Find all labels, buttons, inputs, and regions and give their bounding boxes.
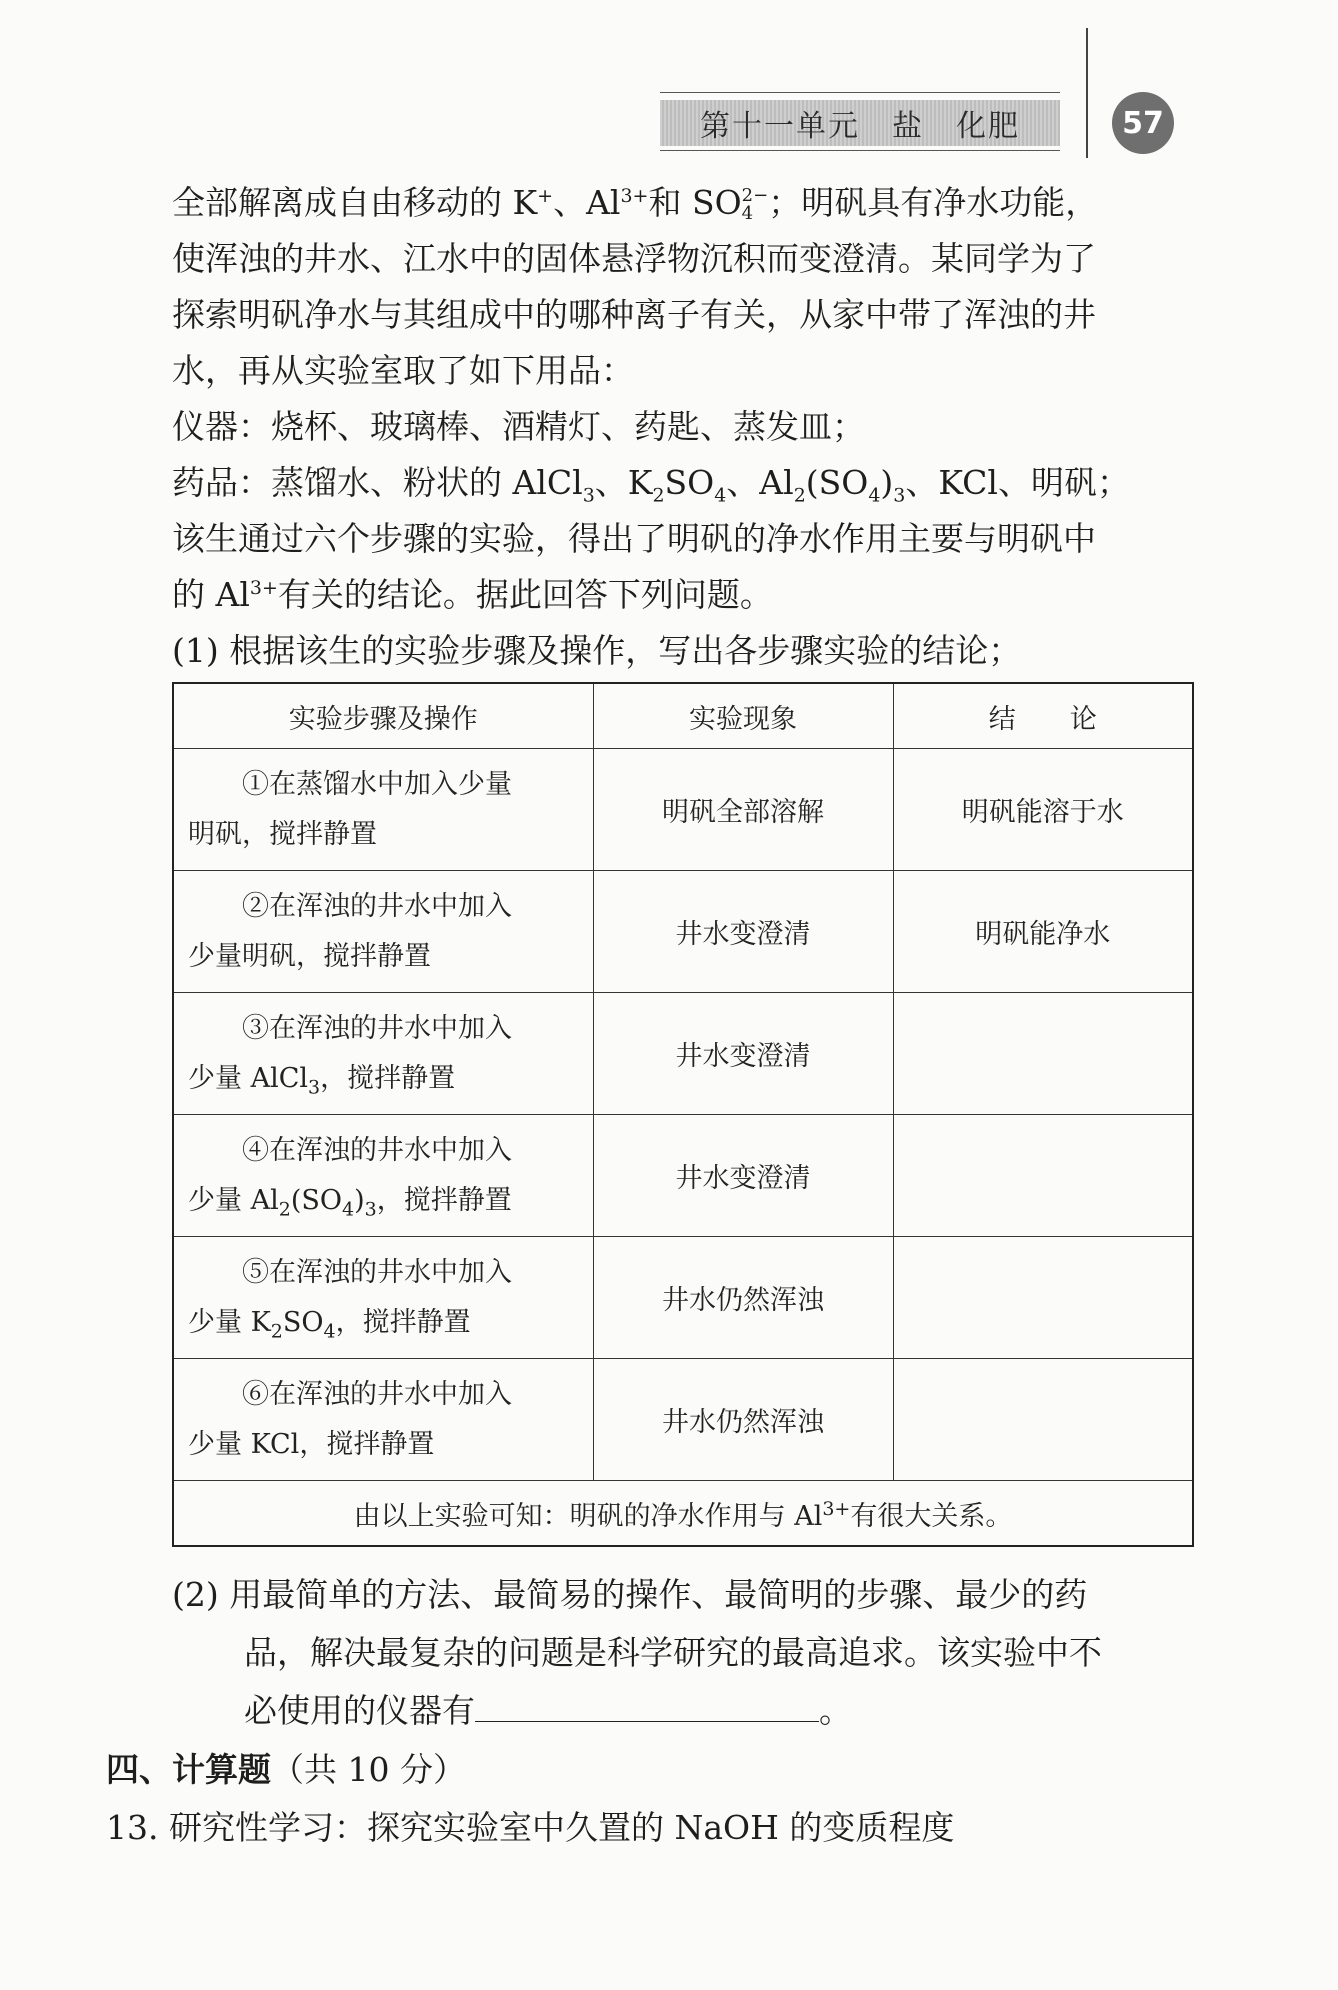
intro-line-1: 全部解离成自由移动的 K+、$Al^{3+}$和 SO 2− 4 ；明矾具有净水功能， <box>172 183 1099 224</box>
header-conclusion: 结 论 <box>893 683 1193 749</box>
header-rule-bottom <box>660 150 1060 151</box>
step-conclusion: 明矾能溶于水 <box>893 749 1193 871</box>
page-number: 57 <box>1112 92 1174 154</box>
unit-title: 第十一单元 盐 化肥 <box>660 100 1060 146</box>
reagents-line: 药品：蒸馏水、粉状的 AlCl$_3$、$K_2SO_4$、$Al_2(SO_4)_3$、KCl、明矾； <box>172 463 1130 507</box>
step-phenomenon: 井水变澄清 <box>593 871 893 993</box>
answer-blank[interactable] <box>475 1691 819 1722</box>
step-phenomenon: 井水仍然浑浊 <box>593 1359 893 1481</box>
step-conclusion-blank[interactable] <box>893 993 1193 1115</box>
step-conclusion-blank[interactable] <box>893 1237 1193 1359</box>
table-row <box>173 749 1193 871</box>
table-row <box>173 1115 1193 1237</box>
table-row <box>173 1359 1193 1481</box>
step-operation: ④在浑浊的井水中加入 少量 $Al_2(SO_4)_3$，搅拌静置 <box>173 1115 593 1237</box>
intro-line-8: 的 $Al^{3+}$有关的结论。据此回答下列问题。 <box>172 575 773 614</box>
table-row <box>173 871 1193 993</box>
intro-line-4: 水，再从实验室取了如下用品： <box>172 351 634 390</box>
step-phenomenon: 井水仍然浑浊 <box>593 1237 893 1359</box>
question-2-line-3: 必使用的仪器有 。 <box>244 1691 852 1730</box>
question-13: 13. 研究性学习：探究实验室中久置的 NaOH 的变质程度 <box>106 1808 955 1847</box>
step-operation: ③在浑浊的井水中加入 少量 AlCl$_3$，搅拌静置 <box>173 993 593 1115</box>
experiment-table <box>172 682 1194 1547</box>
step-conclusion-blank[interactable] <box>893 1359 1193 1481</box>
sulfate-charge: 2− 4 <box>741 185 769 224</box>
intro-line-3: 探索明矾净水与其组成中的哪种离子有关，从家中带了浑浊的井 <box>172 295 1096 334</box>
section-4-heading: 四、计算题（共 10 分） <box>106 1750 466 1789</box>
table-row <box>173 993 1193 1115</box>
question-2-line-1: (2) 用最简单的方法、最简易的操作、最简明的步骤、最少的药 <box>172 1575 1088 1614</box>
intro-line-7: 该生通过六个步骤的实验，得出了明矾的净水作用主要与明矾中 <box>172 519 1096 558</box>
step-phenomenon: 井水变澄清 <box>593 993 893 1115</box>
step-conclusion-blank[interactable] <box>893 1115 1193 1237</box>
table-row <box>173 1237 1193 1359</box>
table-header-row <box>173 683 1193 749</box>
instruments-line: 仪器：烧杯、玻璃棒、酒精灯、药匙、蒸发皿； <box>172 407 865 446</box>
step-operation: ①在蒸馏水中加入少量 明矾，搅拌静置 <box>173 749 593 871</box>
step-operation: ⑥在浑浊的井水中加入 少量 KCl，搅拌静置 <box>173 1359 593 1481</box>
header-divider <box>1086 28 1088 158</box>
question-1: (1) 根据该生的实验步骤及操作，写出各步骤实验的结论； <box>172 631 1022 670</box>
header-steps: 实验步骤及操作 <box>173 683 593 749</box>
step-conclusion: 明矾能净水 <box>893 871 1193 993</box>
intro-line-2: 使浑浊的井水、江水中的固体悬浮物沉积而变澄清。某同学为了 <box>172 239 1096 278</box>
question-2-line-2: 品，解决最复杂的问题是科学研究的最高追求。该实验中不 <box>244 1633 1102 1672</box>
step-phenomenon: 井水变澄清 <box>593 1115 893 1237</box>
step-operation: ⑤在浑浊的井水中加入 少量 $K_2SO_4$，搅拌静置 <box>173 1237 593 1359</box>
table-summary-row <box>173 1481 1193 1547</box>
header-rule-top <box>660 92 1060 93</box>
step-phenomenon: 明矾全部溶解 <box>593 749 893 871</box>
table-summary: 由以上实验可知：明矾的净水作用与 $Al^{3+}$有很大关系。 <box>173 1481 1193 1547</box>
step-operation: ②在浑浊的井水中加入 少量明矾，搅拌静置 <box>173 871 593 993</box>
header-phenomenon: 实验现象 <box>593 683 893 749</box>
